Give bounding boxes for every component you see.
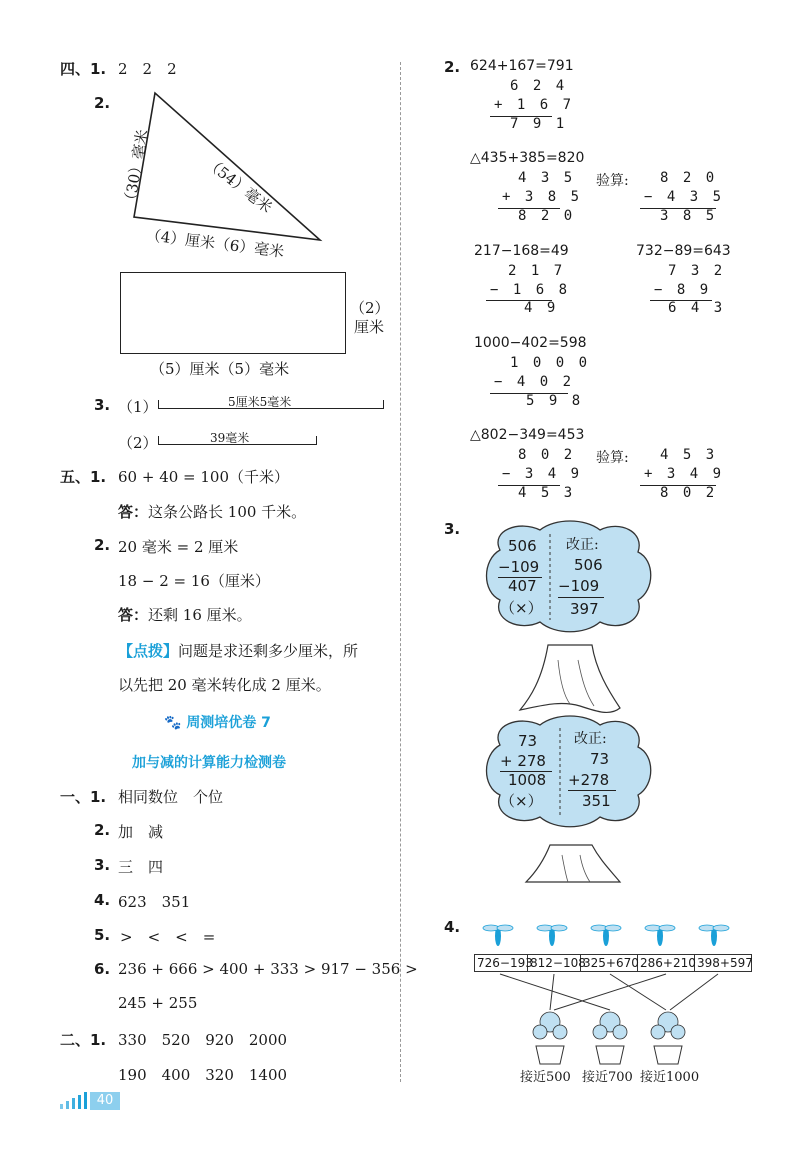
p2-result: 8 2 0 <box>518 208 576 224</box>
p2-check-label: 验算: <box>596 173 629 189</box>
dragonflies <box>474 914 736 954</box>
tree2-fix-top: 73 <box>590 750 610 768</box>
p5-operand: − 4 0 2 <box>494 374 575 390</box>
tree1-fix-operand: −109 <box>558 577 600 595</box>
r-q4-number: 4. <box>444 918 461 936</box>
section-4-heading: 四、1. <box>60 60 107 78</box>
p1-equation: 624+167=791 <box>470 58 574 74</box>
s5-q2-answer: 还剩 16 厘米。 <box>148 606 252 624</box>
expr-box: 398+597 <box>697 956 753 970</box>
tree2-result: 1008 <box>508 771 547 789</box>
tip-label: 【点拨】 <box>118 642 179 660</box>
p4-result: 6 4 3 <box>668 300 726 316</box>
s4-q3-b-label: （2） <box>118 434 158 452</box>
p4-operand: − 8 9 <box>654 282 712 298</box>
section-1-heading: 一、1. <box>60 788 107 806</box>
page-number: 40 <box>90 1092 120 1110</box>
s4-q3-number: 3. <box>94 396 111 414</box>
tree1-fix-label: 改正: <box>566 537 599 553</box>
tip-text-line2: 以先把 20 毫米转化成 2 厘米。 <box>118 676 331 694</box>
tree1-top: 506 <box>508 537 537 555</box>
s5-q2-line2: 18 − 2 = 16（厘米） <box>118 572 270 590</box>
p2-addend: 4 3 5 <box>518 170 576 186</box>
p4-top: 7 3 2 <box>668 263 726 279</box>
s1-q3: 三 四 <box>118 858 164 876</box>
tree2-fix-label: 改正: <box>574 731 607 747</box>
s2-row1: 330 520 920 2000 <box>118 1031 288 1049</box>
s2-row2: 190 400 320 1400 <box>118 1066 288 1084</box>
tree1-fix-rule <box>558 597 604 598</box>
p2-check-operand: − 4 3 5 <box>644 189 725 205</box>
p6-check-operand: + 3 4 9 <box>644 466 725 482</box>
s5-q1-equation: 60 + 40 = 100（千米） <box>118 468 290 486</box>
dragonfly-icon <box>699 925 729 946</box>
dragonfly-icon <box>537 925 567 946</box>
s5-q1-answer: 这条公路长 100 千米。 <box>148 503 307 521</box>
s1-q6-line1: 236 + 666 > 400 + 333 > 917 − 356 > <box>118 960 418 978</box>
s5-q2-number: 2. <box>94 536 111 554</box>
dragonfly-icon <box>483 925 513 946</box>
p1-addend: 6 2 4 <box>510 78 568 94</box>
flower-pot-icon <box>533 1012 567 1064</box>
tree1-fix-result: 397 <box>570 600 599 618</box>
segment-a-length: 5厘米5毫米 <box>228 395 292 409</box>
pot-label: 接近500 <box>520 1070 571 1085</box>
s1-q5: > < < = <box>120 928 216 946</box>
p5-result: 5 9 8 <box>526 393 584 409</box>
expression-boxes <box>474 954 752 972</box>
p6-operand: − 3 4 9 <box>502 466 583 482</box>
p6-check-label: 验算: <box>596 450 629 466</box>
tree1-result: 407 <box>508 577 537 595</box>
rectangle-width-label: （5）厘米（5）毫米 <box>150 360 290 378</box>
s5-q2-line1: 20 毫米 = 2 厘米 <box>118 538 239 556</box>
s1-q4-number: 4. <box>94 891 111 909</box>
expr-box: 325+670 <box>583 956 639 970</box>
paw-icon: 🐾 <box>164 715 182 731</box>
p1-result: 7 9 1 <box>510 116 568 132</box>
rectangle-height-unit: 厘米 <box>354 318 385 336</box>
flower-pot-icon <box>593 1012 627 1064</box>
expr-box: 286+210 <box>640 956 696 970</box>
segment-b-length: 39毫米 <box>210 431 250 445</box>
p6-equation: △802−349=453 <box>470 427 585 443</box>
s4-q2-number: 2. <box>94 94 111 112</box>
section-5-heading: 五、1. <box>60 468 107 486</box>
p6-check-top: 4 5 3 <box>660 447 718 463</box>
tree2-fix-rule <box>568 790 616 791</box>
s1-q5-number: 5. <box>94 926 111 944</box>
p4-equation: 732−89=643 <box>636 243 731 259</box>
s1-q6-number: 6. <box>94 960 111 978</box>
paper-subtitle: 加与减的计算能力检测卷 <box>132 755 286 771</box>
p6-check-result: 8 0 2 <box>660 485 718 501</box>
p5-top: 1 0 0 0 <box>510 355 591 371</box>
p2-check-top: 8 2 0 <box>660 170 718 186</box>
expr-box: 812−108 <box>530 956 586 970</box>
s4-q3-a-label: （1） <box>118 398 158 416</box>
s1-q1: 相同数位 个位 <box>118 788 224 806</box>
tree2-operand: + 278 <box>500 752 546 770</box>
expr-box: 726−193 <box>474 954 528 972</box>
tree2-mark: （×） <box>500 792 543 810</box>
column-divider <box>400 62 401 1082</box>
tree2-top: 73 <box>518 732 538 750</box>
p3-top: 2 1 7 <box>508 263 566 279</box>
p2-equation: △435+385=820 <box>470 150 585 166</box>
s1-q2-number: 2. <box>94 821 111 839</box>
answer-label: 答： <box>118 503 149 521</box>
p5-equation: 1000−402=598 <box>474 335 587 351</box>
paper-title: 🐾 周测培优卷 7 <box>164 715 271 731</box>
triangle-bottom-side-label: （4）厘米（6）毫米 <box>144 226 286 261</box>
rectangle-height-label: （2） <box>350 299 390 317</box>
s1-q2: 加 减 <box>118 823 164 841</box>
p1-operand: + 1 6 7 <box>494 97 575 113</box>
s4-q1-values: 2 2 2 <box>118 60 177 78</box>
page-bars-icon <box>58 1092 90 1110</box>
pot-label: 接近700 <box>582 1070 633 1085</box>
flower-pots <box>526 1008 706 1066</box>
p6-top: 8 0 2 <box>518 447 576 463</box>
p2-operand: + 3 8 5 <box>502 189 583 205</box>
s1-q4: 623 351 <box>118 893 191 911</box>
tree2-fix-result: 351 <box>582 792 611 810</box>
p3-operand: − 1 6 8 <box>490 282 571 298</box>
answer-label: 答： <box>118 606 149 624</box>
tip-text-line1: 问题是求还剩多少厘米，所 <box>178 642 359 660</box>
tree1-mark: （×） <box>500 599 543 617</box>
dragonfly-icon <box>591 925 621 946</box>
dragonfly-icon <box>645 925 675 946</box>
r-q2-number: 2. <box>444 58 461 76</box>
rectangle-figure <box>120 272 346 354</box>
p3-equation: 217−168=49 <box>474 243 569 259</box>
triangle-right-side-label: （54）毫米 <box>202 153 276 217</box>
section-2-heading: 二、1. <box>60 1031 107 1049</box>
s1-q6-line2: 245 + 255 <box>118 994 198 1012</box>
s1-q3-number: 3. <box>94 856 111 874</box>
pot-label: 接近1000 <box>640 1070 700 1085</box>
tree2-fix-operand: +278 <box>568 771 610 789</box>
p2-check-result: 3 8 5 <box>660 208 718 224</box>
r-q3-number: 3. <box>444 520 461 538</box>
p3-result: 4 9 <box>524 300 559 316</box>
flower-pot-icon <box>651 1012 685 1064</box>
p6-result: 4 5 3 <box>518 485 576 501</box>
triangle-left-side-label: （30）毫米 <box>120 128 152 210</box>
tree1-operand: −109 <box>498 558 540 576</box>
tree1-fix-top: 506 <box>574 556 603 574</box>
